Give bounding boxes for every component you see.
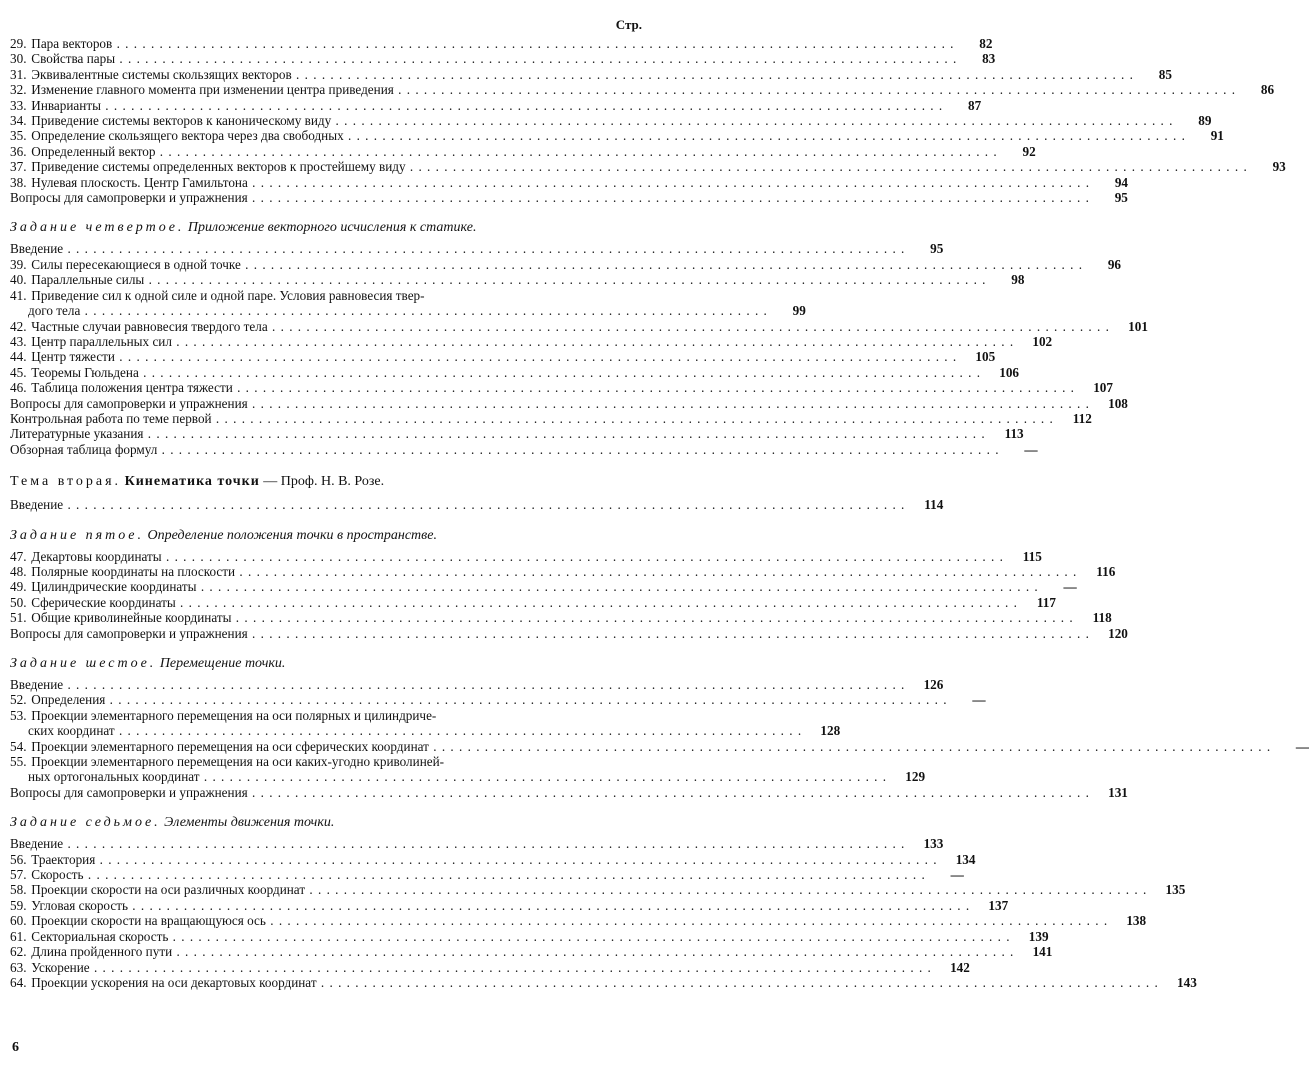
entry-page: 93: [1272, 159, 1286, 175]
entry-title: Эквивалентные системы скользящих векторов: [31, 66, 292, 82]
toc-entry: [10, 944, 1053, 960]
theme-title: [10, 473, 642, 491]
entry-number: 58.: [10, 882, 27, 898]
section-subject: Определение положения точки в пространстве.: [147, 527, 437, 543]
entry-page: 139: [1028, 928, 1049, 944]
entry-number: 56.: [10, 851, 27, 867]
entry-title: Проекции ускорения на оси декартовых координат: [31, 974, 317, 990]
toc-entry: [10, 159, 1286, 175]
entry-number: 51.: [10, 610, 27, 626]
entry-title: Силы пересекающиеся в одной точке: [31, 256, 241, 272]
entry-number: 29.: [10, 36, 27, 51]
toc-entry: [10, 410, 1092, 426]
toc-block: [10, 836, 1197, 990]
entry-title: Теоремы Гюльдена: [31, 364, 139, 380]
entry-title: Цилиндрические координаты: [31, 579, 197, 595]
section-title: [10, 219, 642, 237]
entry-page: 128: [820, 723, 841, 739]
entry-page: 85: [1158, 66, 1172, 82]
section-title: [10, 527, 642, 545]
entry-title: Проекции элементарного перемещения на оси полярных и цилиндриче-: [31, 707, 437, 723]
toc-entry: [10, 594, 1056, 610]
entry-title: Обзорная таблица формул: [10, 441, 158, 457]
entry-number: 38.: [10, 174, 27, 190]
entry-number: 54.: [10, 738, 27, 754]
entry-page: 115: [1022, 548, 1042, 564]
toc-entry: [10, 784, 1128, 800]
toc-entry: [10, 928, 1049, 944]
entry-page: 86: [1260, 82, 1275, 98]
entry-page: 112: [1072, 410, 1092, 426]
entry-title: Общие криволинейные координаты: [31, 610, 232, 626]
entry-title: Угловая скорость: [31, 897, 128, 913]
page-number: 6: [12, 1040, 19, 1055]
toc-entry: [10, 364, 1019, 380]
entry-title: Длина пройденного пути: [31, 944, 173, 960]
toc-entry: [10, 548, 1042, 564]
entry-page: 143: [1177, 974, 1197, 990]
entry-title: Определенный вектор: [31, 143, 156, 159]
toc-entry: [10, 959, 970, 975]
entry-page: 133: [923, 836, 944, 852]
entry-title: Траектория: [31, 851, 96, 867]
entry-title: Проекции элементарного перемещения на оси каких-угодно криволиней-: [31, 754, 445, 770]
entry-page: —: [1063, 579, 1077, 595]
toc-entry: [10, 913, 1147, 929]
entry-title: Декартовы координаты: [31, 548, 162, 564]
toc-entry: [10, 113, 1212, 129]
toc-entry: [10, 97, 982, 113]
toc-entry: [10, 36, 993, 51]
entry-title: Частные случаи равновесия твердого тела: [31, 318, 268, 334]
entry-page: 83: [982, 51, 996, 67]
entry-title: Вопросы для самопроверки и упражнения: [10, 190, 248, 206]
entry-page: 106: [999, 364, 1019, 380]
entry-number: 42.: [10, 318, 27, 334]
entry-number: 61.: [10, 928, 27, 944]
toc-entry: [10, 318, 1148, 334]
entry-title: Вопросы для самопроверки и упражнения: [10, 784, 248, 800]
entry-title: Введение: [10, 677, 64, 692]
entry-number: 36.: [10, 143, 27, 159]
entry-number: 33.: [10, 97, 27, 113]
entry-title: Свойства пары: [31, 51, 116, 67]
entry-title: Введение: [10, 497, 64, 513]
entry-number: 59.: [10, 897, 27, 913]
toc-entry: [10, 677, 944, 692]
entry-page: 98: [1011, 272, 1025, 288]
toc-entry: [10, 143, 1036, 159]
section-subject: Перемещение точки.: [159, 656, 286, 671]
entry-page: 101: [1128, 318, 1148, 334]
theme-author: — Проф. Н. В. Розе.: [263, 474, 385, 490]
entry-number: 53.: [10, 707, 27, 723]
toc-entry: [10, 707, 841, 739]
entry-page: 142: [950, 959, 970, 975]
entry-page: 95: [930, 241, 944, 257]
entry-title-continued: дого тела . . .: [10, 303, 768, 318]
toc-entry: [10, 497, 944, 513]
entry-number: 64.: [10, 974, 27, 990]
entry-title: Проекции элементарного перемещения на оси сферических координат: [31, 738, 429, 754]
entry-title: Вопросы для самопроверки и упражнения: [10, 395, 248, 411]
entry-page: 134: [955, 851, 976, 867]
section-label: Задание шестое.: [10, 656, 157, 671]
entry-number: 30.: [10, 51, 27, 67]
entry-number: 31.: [10, 66, 27, 82]
toc-entry: [10, 174, 1129, 190]
entry-number: 35.: [10, 128, 27, 144]
toc-entry: [10, 256, 1122, 272]
entry-title: Литературные указания: [10, 426, 144, 442]
entry-page: 118: [1092, 610, 1112, 626]
section-label: Задание пятое.: [10, 527, 145, 543]
toc-entry: [10, 128, 1224, 144]
entry-title-continued: ных ортогональных координат . . .: [10, 769, 887, 784]
entry-title: Определения: [31, 692, 106, 708]
toc-entry: [10, 610, 1112, 626]
section-subject: Приложение векторного исчисления к статике.: [187, 220, 477, 236]
entry-number: 55.: [10, 754, 27, 770]
entry-title: Таблица положения центра тяжести: [31, 380, 233, 396]
toc-page: [10, 14, 1309, 990]
toc-entry: [10, 974, 1197, 990]
toc-entry: [10, 190, 1128, 206]
entry-page: 131: [1108, 784, 1128, 800]
entry-title: Введение: [10, 241, 64, 257]
entry-number: 45.: [10, 364, 27, 380]
toc-entry: [10, 563, 1116, 579]
entry-number: 34.: [10, 113, 27, 129]
entry-title: Определение скользящего вектора через два свободных: [31, 128, 344, 144]
entry-number: 57.: [10, 867, 27, 883]
page-column-header: Стр.: [615, 17, 642, 32]
section-title: [10, 655, 642, 673]
toc-entry: [10, 441, 1038, 457]
entry-number: 44.: [10, 349, 27, 365]
toc-entry: [10, 66, 1172, 82]
entry-number: 47.: [10, 548, 27, 564]
entry-page: 89: [1198, 113, 1212, 129]
entry-page: 91: [1210, 128, 1224, 144]
entry-title: Секториальная скорость: [31, 928, 169, 944]
toc-entry: [10, 836, 944, 852]
entry-page: 95: [1114, 190, 1128, 206]
entry-page: 137: [988, 897, 1009, 913]
entry-page: 113: [1004, 426, 1024, 442]
entry-title: Контрольная работа по теме первой: [10, 410, 212, 426]
toc-block: [10, 241, 1122, 288]
section-subject: Элементы движения точки.: [164, 815, 335, 831]
entry-title: Проекции скорости на оси различных координат: [31, 882, 306, 898]
toc-entry: [10, 51, 996, 67]
entry-title: Центр параллельных сил: [31, 333, 172, 349]
entry-title-continued: ских координат . . .: [10, 723, 802, 738]
toc-entry: [10, 272, 1025, 288]
entry-title: Нулевая плоскость. Центр Гамильтона: [31, 174, 248, 190]
entry-number: 50.: [10, 594, 27, 610]
entry-title: Приведение системы определенных векторов к простейшему виду: [31, 159, 406, 175]
toc-entry: [10, 395, 1128, 411]
entry-page: 102: [1032, 333, 1053, 349]
toc-entry: [10, 82, 1275, 98]
toc-block: [10, 318, 1148, 458]
toc-entry: [10, 738, 1309, 754]
entry-page: —: [972, 692, 986, 708]
entry-title: Параллельные силы: [31, 272, 145, 288]
toc-block: [10, 677, 986, 708]
entry-page: 105: [975, 349, 996, 365]
toc-entry: [10, 426, 1024, 442]
entry-page: 99: [792, 303, 806, 319]
entry-title: Изменение главного момента при изменении центра приведения: [31, 82, 394, 98]
entry-number: 62.: [10, 944, 27, 960]
section-label: Задание седьмое.: [10, 815, 161, 831]
toc-entry: [10, 851, 976, 867]
entry-page: 116: [1096, 563, 1116, 579]
entry-page: —: [1295, 738, 1309, 754]
entry-page: 87: [967, 97, 982, 113]
entry-number: 32.: [10, 82, 27, 98]
entry-number: 39.: [10, 256, 27, 272]
entry-number: 46.: [10, 380, 27, 396]
entry-number: 52.: [10, 692, 27, 708]
entry-title: Скорость: [31, 867, 84, 883]
entry-page: 114: [924, 497, 944, 513]
toc-entry: [10, 380, 1113, 396]
entry-title: Вопросы для самопроверки и упражнения: [10, 625, 248, 641]
section-label: Задание четвертое.: [10, 220, 185, 236]
toc-entry: [10, 579, 1077, 595]
entry-page: —: [950, 867, 964, 883]
entry-title: Пара векторов: [31, 36, 113, 51]
entry-title: Центр тяжести: [31, 349, 115, 365]
theme-subject: Кинематика точки: [124, 474, 260, 490]
entry-page: 92: [1022, 143, 1036, 159]
toc-entry: [10, 692, 986, 708]
toc-entry: [10, 349, 996, 365]
entry-title: Введение: [10, 836, 64, 852]
entry-page: 120: [1108, 625, 1128, 641]
toc-entry: [10, 625, 1128, 641]
entry-title: Ускорение: [31, 959, 90, 975]
entry-page: 82: [979, 36, 993, 51]
theme-label: Тема вторая.: [10, 474, 122, 490]
entry-page: 141: [1032, 944, 1053, 960]
entry-page: —: [1024, 441, 1038, 457]
entry-page: 107: [1093, 380, 1113, 396]
toc-entry: [10, 867, 964, 883]
section-title: [10, 814, 642, 832]
entry-number: 37.: [10, 159, 27, 175]
entry-number: 48.: [10, 563, 27, 579]
toc-block: [10, 36, 1286, 206]
toc-entry: [10, 241, 944, 257]
entry-page: 108: [1108, 395, 1128, 411]
entry-title: Сферические координаты: [31, 594, 176, 610]
entry-title: Приведение сил к одной силе и одной паре. Условия равновесия твер-: [31, 287, 425, 303]
entry-title: Инварианты: [31, 97, 101, 113]
entry-title: Полярные координаты на плоскости: [31, 563, 236, 579]
entry-number: 43.: [10, 333, 27, 349]
entry-page: 129: [905, 769, 926, 785]
entry-number: 60.: [10, 913, 27, 929]
entry-number: 40.: [10, 272, 27, 288]
toc-entry: [10, 897, 1009, 913]
entry-number: 63.: [10, 959, 27, 975]
entry-number: 49.: [10, 579, 27, 595]
entry-number: 41.: [10, 287, 27, 303]
toc-block: [10, 548, 1128, 641]
entry-title: Проекции скорости на вращающуюся ось: [31, 913, 266, 929]
entry-title: Приведение системы векторов к каноническому виду: [31, 113, 332, 129]
toc-entry: [10, 287, 806, 319]
entry-page: 126: [923, 677, 944, 692]
entry-page: 96: [1107, 256, 1122, 272]
toc-entry: [10, 882, 1186, 898]
toc-entry: [10, 333, 1053, 349]
entry-page: 138: [1126, 913, 1147, 929]
entry-page: 135: [1165, 882, 1186, 898]
toc-entry: [10, 754, 926, 785]
entry-page: 117: [1036, 594, 1056, 610]
entry-page: 94: [1114, 174, 1129, 190]
